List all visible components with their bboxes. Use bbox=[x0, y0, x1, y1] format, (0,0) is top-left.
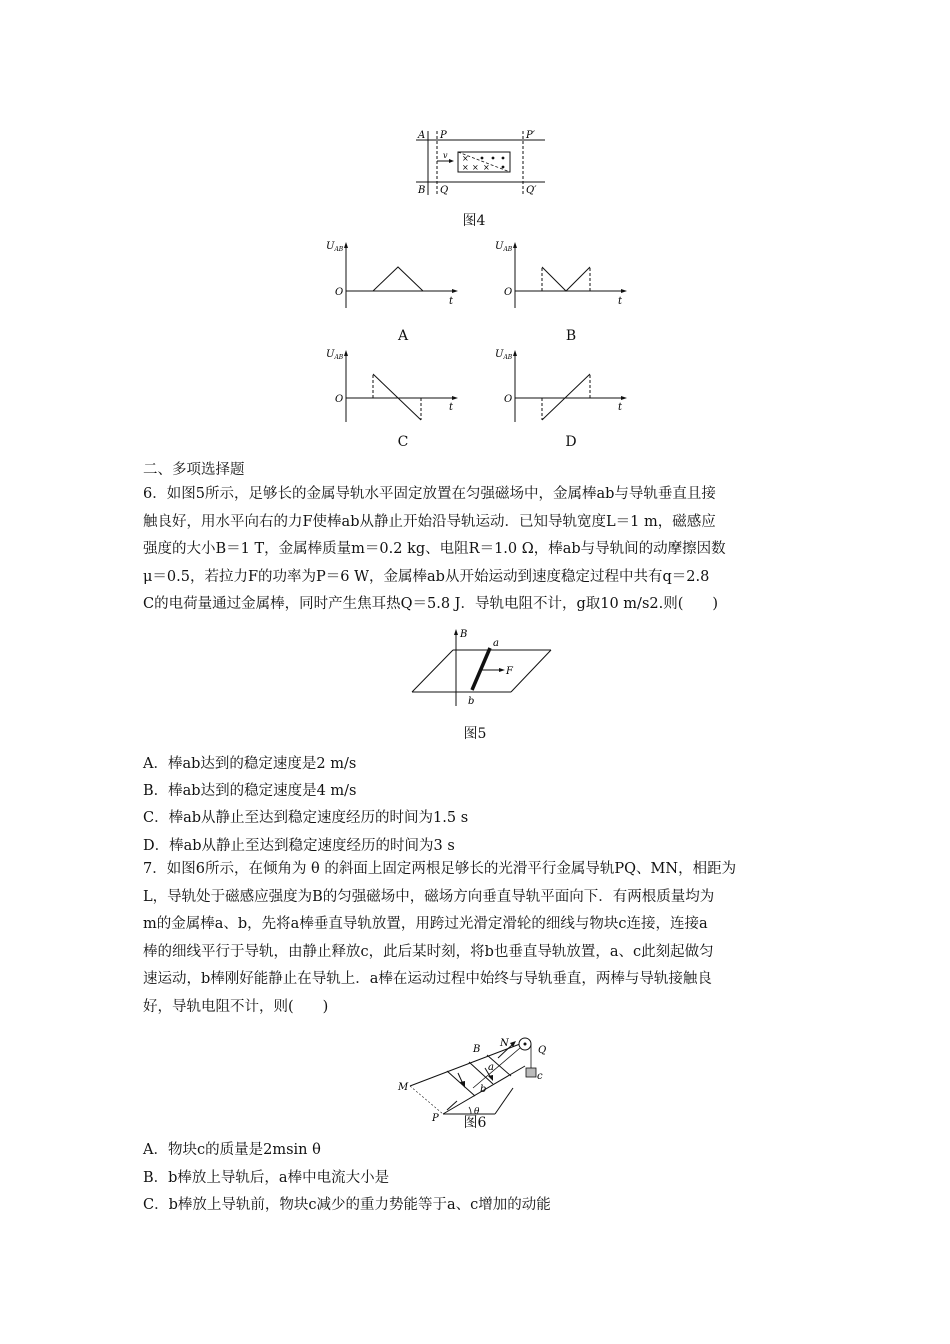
svg-text:×: × bbox=[483, 163, 490, 172]
graph-option-b bbox=[487, 236, 637, 311]
graph-option-a bbox=[318, 236, 468, 311]
label-M: M bbox=[398, 1082, 409, 1093]
y-axis-subscript: AB bbox=[503, 246, 513, 253]
svg-text:UAB bbox=[495, 241, 513, 253]
x-axis-label: t bbox=[618, 296, 623, 307]
label-N: N bbox=[500, 1038, 509, 1049]
origin-label: O bbox=[335, 287, 344, 298]
figure-4-caption: 图4 bbox=[462, 213, 486, 229]
graph-a-label: A bbox=[397, 328, 409, 344]
label-F: F bbox=[506, 666, 513, 677]
graph-d-label: D bbox=[565, 434, 577, 450]
text-line: 触良好，用水平向右的力F使棒ab从静止开始沿导轨运动．已知导轨宽度L＝1 m，磁感应 bbox=[143, 513, 716, 530]
graph-option-c bbox=[318, 344, 468, 424]
origin-label: O bbox=[504, 287, 513, 298]
text-line: 6．如图5所示，足够长的金属导轨水平固定放置在匀强磁场中，金属棒ab与导轨垂直且接 bbox=[143, 486, 716, 502]
svg-text:×: × bbox=[462, 163, 469, 172]
question-7-text bbox=[143, 856, 815, 1022]
label-P: P bbox=[440, 130, 447, 141]
q7-option-a: A．物块c的质量是2msin θ bbox=[143, 1142, 321, 1158]
graph-c-label: C bbox=[397, 434, 409, 450]
label-Q-prime: Q′ bbox=[526, 185, 537, 196]
text-line: L，导轨处于磁感应强度为B的匀强磁场中，磁场方向垂直导轨平面向下．有两根质量均为 bbox=[143, 888, 715, 905]
y-axis-subscript: AB bbox=[334, 246, 344, 253]
y-axis-label: U bbox=[326, 241, 335, 252]
label-c: c bbox=[537, 1071, 543, 1082]
text-line: 强度的大小B＝1 T，金属棒质量m＝0.2 kg、电阻R＝1.0 Ω，棒ab与导轨间的动摩擦因数 bbox=[143, 541, 726, 558]
q6-option-b: B．棒ab达到的稳定速度是4 m/s bbox=[143, 783, 357, 799]
figure-5-diagram bbox=[408, 624, 558, 710]
y-axis-label: U bbox=[495, 349, 504, 360]
question-6-text bbox=[143, 481, 815, 619]
q7-option-b: B．b棒放上导轨后，a棒中电流大小是 bbox=[143, 1170, 390, 1186]
y-axis-subscript: AB bbox=[503, 354, 513, 361]
graph-b-label: B bbox=[565, 328, 577, 344]
q6-option-a: A．棒ab达到的稳定速度是2 m/s bbox=[143, 756, 357, 772]
label-Q: Q bbox=[538, 1045, 547, 1056]
text-line: 7．如图6所示，在倾角为 θ 的斜面上固定两根足够长的光滑平行金属导轨PQ、MN，相距为 bbox=[143, 861, 737, 877]
y-axis-label: U bbox=[326, 349, 335, 360]
text-line: 速运动，b棒刚好能静止在导轨上．a棒在运动过程中始终与导轨垂直，两棒与导轨接触良 bbox=[143, 971, 712, 988]
section-title: 二、多项选择题 bbox=[143, 462, 245, 478]
x-axis-label: t bbox=[618, 402, 623, 413]
figure-6-diagram bbox=[395, 1028, 565, 1123]
text-line: 好，导轨电阻不计，则( ) bbox=[143, 998, 329, 1015]
x-axis-label: t bbox=[449, 296, 454, 307]
svg-text:×: × bbox=[472, 163, 479, 172]
q6-option-c: C．棒ab从静止至达到稳定速度经历的时间为1.5 s bbox=[143, 810, 469, 826]
label-B: B bbox=[473, 1044, 481, 1055]
label-a: a bbox=[488, 1062, 494, 1073]
graph-option-d bbox=[487, 344, 637, 424]
q6-option-d: D．棒ab从静止至达到稳定速度经历的时间为3 s bbox=[143, 838, 455, 854]
svg-text:×: × bbox=[462, 154, 469, 163]
label-Q: Q bbox=[440, 185, 449, 196]
label-b: b bbox=[480, 1084, 487, 1095]
text-line: m的金属棒a、b，先将a棒垂直导轨放置，用跨过光滑定滑轮的细线与物块c连接，连接a bbox=[143, 916, 708, 933]
label-B: B bbox=[418, 185, 426, 196]
svg-text:UAB bbox=[326, 241, 344, 253]
text-line: μ＝0.5，若拉力F的功率为P＝6 W，金属棒ab从开始运动到速度稳定过程中共有q＝2.8 bbox=[143, 568, 710, 585]
y-axis-label: U bbox=[495, 241, 504, 252]
figure-5-caption: 图5 bbox=[463, 726, 487, 742]
label-b: b bbox=[468, 696, 475, 707]
label-A: A bbox=[418, 130, 426, 141]
label-a: a bbox=[493, 638, 499, 649]
origin-label: O bbox=[504, 394, 513, 405]
figure-6-caption: 图6 bbox=[463, 1115, 487, 1131]
label-P-prime: P′ bbox=[526, 130, 535, 141]
text-line: C的电荷量通过金属棒，同时产生焦耳热Q＝5.8 J．导轨电阻不计，g取10 m/s2.则( ) bbox=[143, 596, 719, 613]
svg-text:UAB bbox=[495, 349, 513, 361]
y-axis-subscript: AB bbox=[334, 354, 344, 361]
figure-4-diagram bbox=[410, 125, 550, 205]
q7-option-c: C．b棒放上导轨前，物块c减少的重力势能等于a、c增加的动能 bbox=[143, 1197, 551, 1213]
label-theta: θ bbox=[474, 1107, 480, 1117]
svg-text:UAB bbox=[326, 349, 344, 361]
velocity-label: v bbox=[443, 151, 448, 160]
x-axis-label: t bbox=[449, 402, 454, 413]
label-B: B bbox=[460, 629, 468, 640]
origin-label: O bbox=[335, 394, 344, 405]
text-line: 棒的细线平行于导轨，由静止释放c，此后某时刻，将b也垂直导轨放置，a、c此刻起做匀 bbox=[143, 943, 714, 960]
label-P: P bbox=[432, 1113, 439, 1123]
